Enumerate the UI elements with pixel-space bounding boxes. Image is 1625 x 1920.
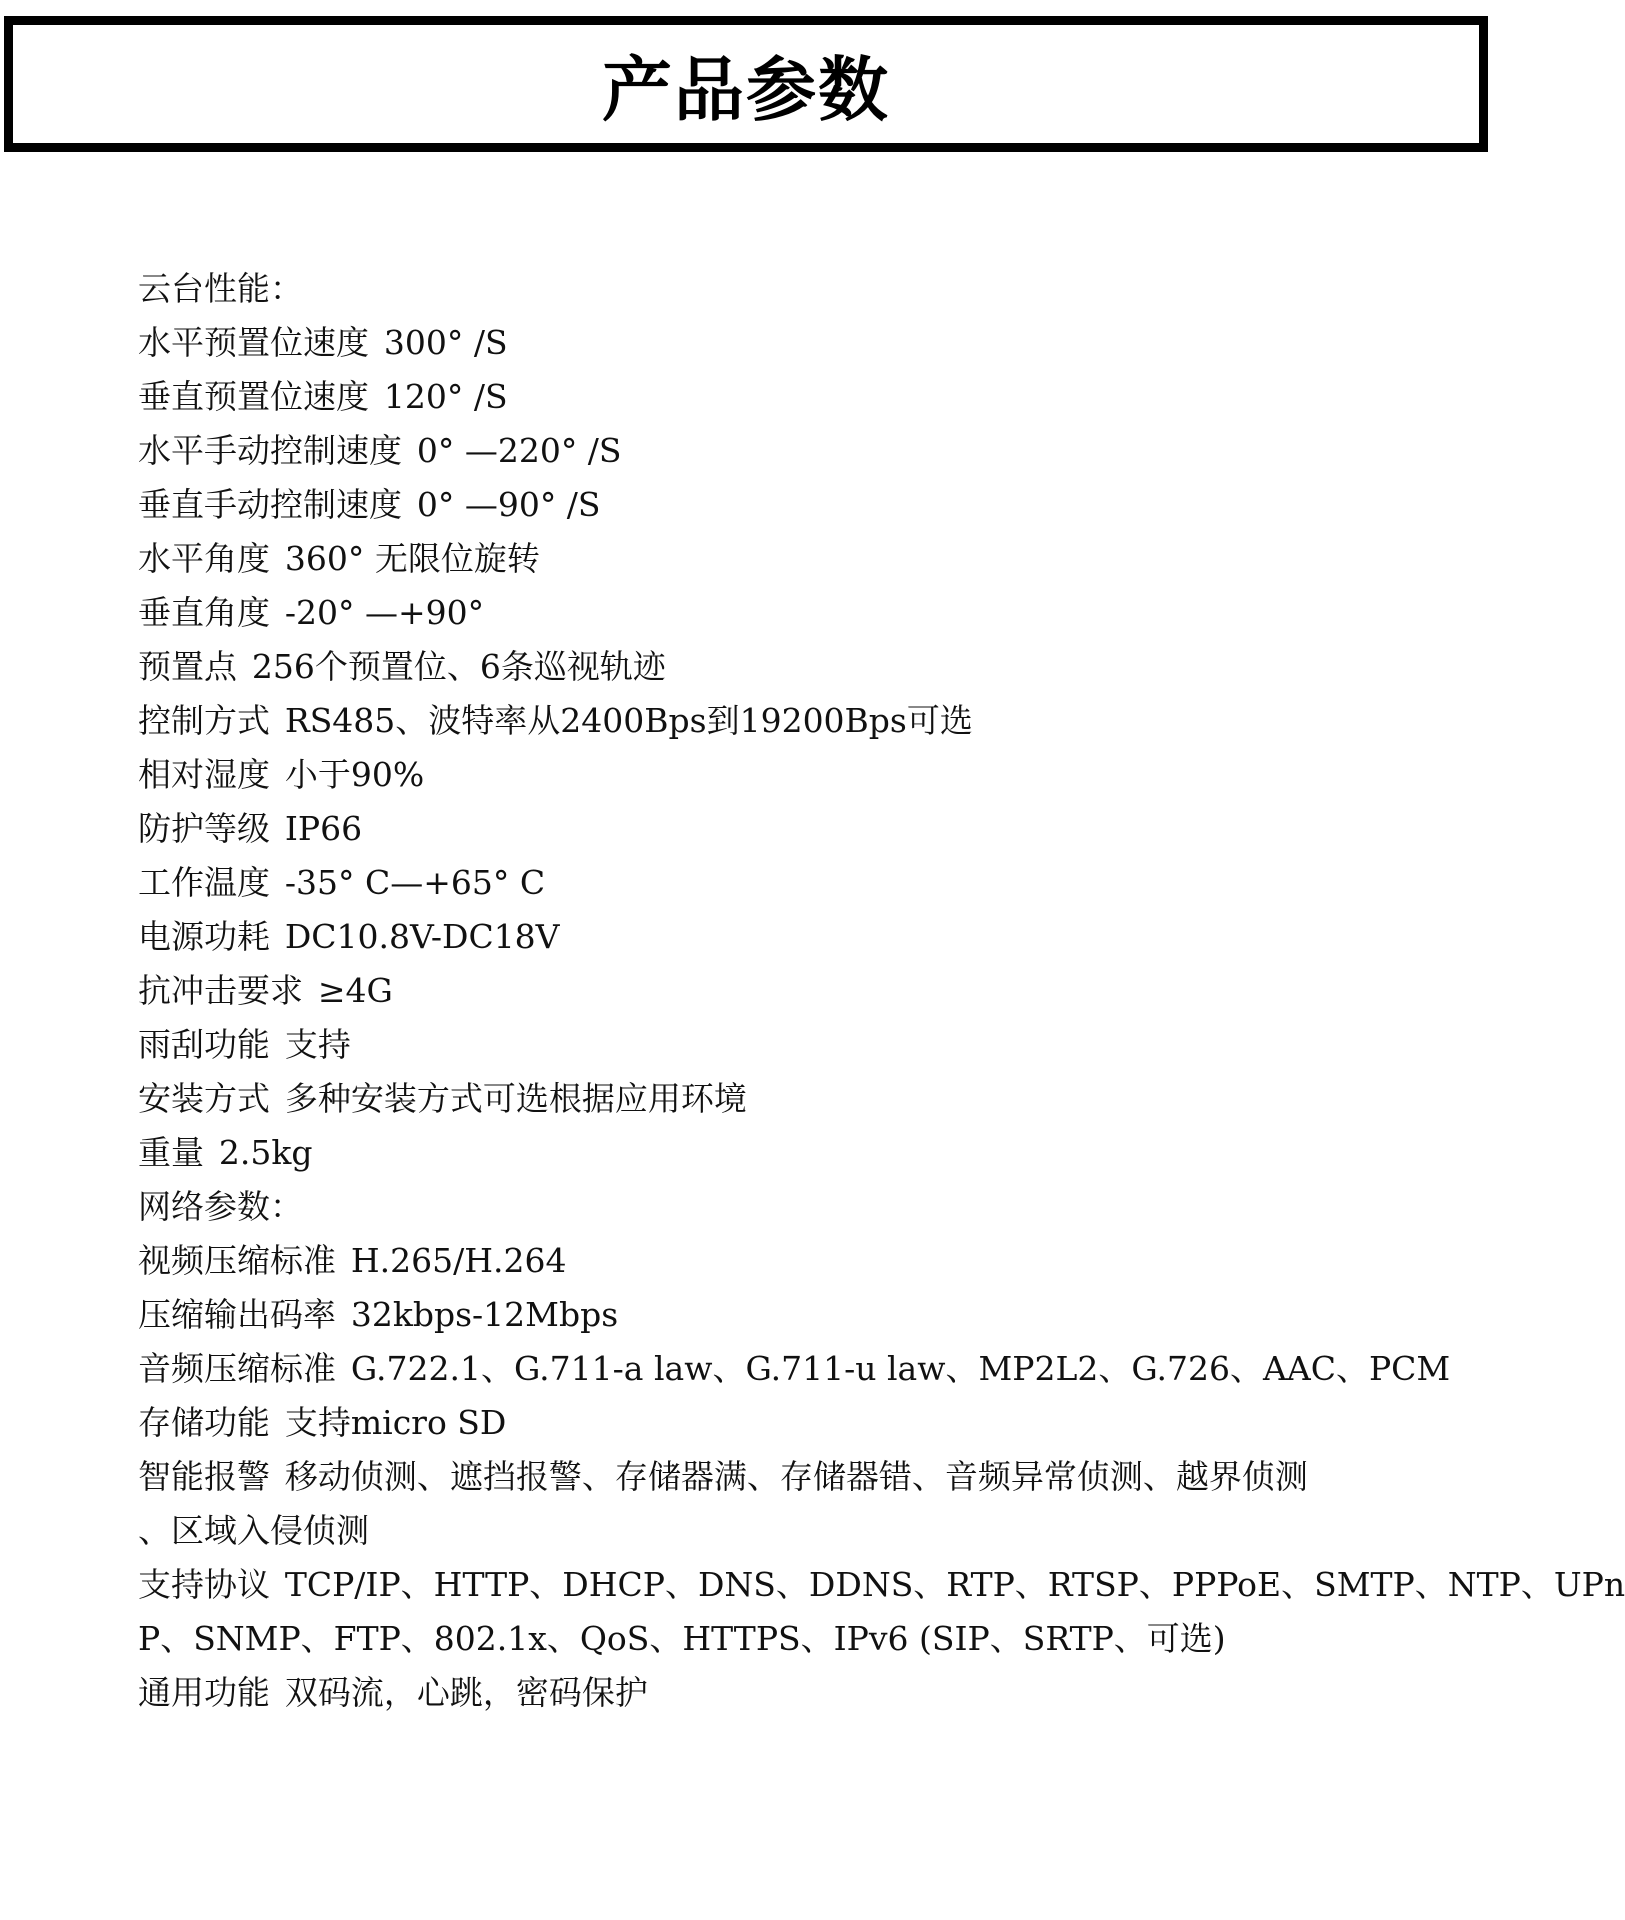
spec-line [138, 856, 1438, 910]
spec-line [138, 1288, 1438, 1342]
spec-value: 支持micro SD [284, 1403, 507, 1442]
spec-key: 雨刮功能 [138, 1025, 270, 1064]
spec-key: 水平角度 [138, 539, 270, 578]
spec-line [138, 1018, 1438, 1072]
spec-key: 支持协议 [138, 1565, 270, 1604]
spec-line [138, 1234, 1438, 1288]
spec-key: 防护等级 [138, 809, 270, 848]
spec-value: -20° —+90° [284, 593, 485, 632]
spec-line [138, 964, 1438, 1018]
spec-key: 相对湿度 [138, 755, 270, 794]
title-box [4, 16, 1488, 152]
spec-value: IP66 [284, 809, 363, 848]
spec-key: 水平手动控制速度 [138, 431, 402, 470]
spec-key: 存储功能 [138, 1403, 270, 1442]
spec-value: P、SNMP、FTP、802.1x、QoS、HTTPS、IPv6 (SIP、SRTP、可选) [138, 1619, 1226, 1658]
spec-line [138, 1342, 1451, 1396]
spec-key: 智能报警 [138, 1457, 270, 1496]
spec-key: 网络参数： [138, 1187, 303, 1226]
spec-key: 音频压缩标准 [138, 1349, 336, 1388]
spec-key: 垂直手动控制速度 [138, 485, 402, 524]
spec-line [138, 1450, 1438, 1504]
spec-line [138, 1180, 1438, 1234]
spec-line [138, 1072, 1438, 1126]
spec-value: 0° —90° /S [416, 485, 601, 524]
spec-line [138, 478, 1438, 532]
spec-value: 多种安装方式可选根据应用环境 [284, 1079, 747, 1118]
spec-value: 双码流，心跳，密码保护 [284, 1673, 648, 1712]
spec-line [138, 802, 1438, 856]
spec-line [138, 1126, 1438, 1180]
spec-list [138, 262, 1625, 1720]
spec-key: 云台性能： [138, 269, 303, 308]
spec-line [138, 1396, 1438, 1450]
spec-key: 工作温度 [138, 863, 270, 902]
spec-line [138, 640, 1438, 694]
spec-value: 小于90% [284, 755, 425, 794]
spec-line [138, 910, 1438, 964]
spec-key: 抗冲击要求 [138, 971, 303, 1010]
spec-key: 预置点 [138, 647, 237, 686]
spec-line [138, 748, 1438, 802]
spec-value: 32kbps-12Mbps [350, 1295, 619, 1334]
spec-value: H.265/H.264 [350, 1241, 567, 1280]
spec-key: 视频压缩标准 [138, 1241, 336, 1280]
spec-line [138, 1612, 1438, 1666]
spec-value: -35° C—+65° C [284, 863, 546, 902]
spec-value: DC10.8V-DC18V [284, 917, 560, 956]
spec-value: 300° /S [383, 323, 508, 362]
spec-line [138, 262, 1438, 316]
spec-key: 控制方式 [138, 701, 270, 740]
spec-value: 移动侦测、遮挡报警、存储器满、存储器错、音频异常侦测、越界侦测 [284, 1457, 1308, 1496]
spec-value: 2.5kg [218, 1133, 313, 1172]
spec-line [138, 1666, 1438, 1720]
spec-key: 通用功能 [138, 1673, 270, 1712]
spec-value: RS485、波特率从2400Bps到19200Bps可选 [284, 701, 973, 740]
spec-line [138, 316, 1438, 370]
spec-key: 垂直预置位速度 [138, 377, 369, 416]
spec-key: 压缩输出码率 [138, 1295, 336, 1334]
spec-line [138, 370, 1438, 424]
spec-key: 水平预置位速度 [138, 323, 369, 362]
page-title: 产品参数 [602, 48, 890, 131]
spec-line [138, 532, 1438, 586]
spec-line [138, 586, 1438, 640]
spec-value: 0° —220° /S [416, 431, 622, 470]
spec-key: 电源功耗 [138, 917, 270, 956]
spec-key: 重量 [138, 1133, 204, 1172]
spec-value: 支持 [284, 1025, 351, 1064]
spec-value: ≥4G [317, 971, 393, 1010]
spec-line [138, 694, 1438, 748]
spec-value: TCP/IP、HTTP、DHCP、DNS、DDNS、RTP、RTSP、PPPoE、SMTP、NTP、UPn [284, 1565, 1625, 1604]
spec-line [138, 1558, 1625, 1612]
spec-value: 120° /S [383, 377, 508, 416]
spec-value: 、区域入侵侦测 [138, 1511, 369, 1550]
spec-value: G.722.1、G.711-a law、G.711-u law、MP2L2、G.726、AAC、PCM [350, 1349, 1451, 1388]
spec-key: 垂直角度 [138, 593, 270, 632]
spec-key: 安装方式 [138, 1079, 270, 1118]
spec-value: 256个预置位、6条巡视轨迹 [251, 647, 666, 686]
spec-line [138, 424, 1438, 478]
spec-value: 360° 无限位旋转 [284, 539, 540, 578]
spec-line [138, 1504, 1438, 1558]
